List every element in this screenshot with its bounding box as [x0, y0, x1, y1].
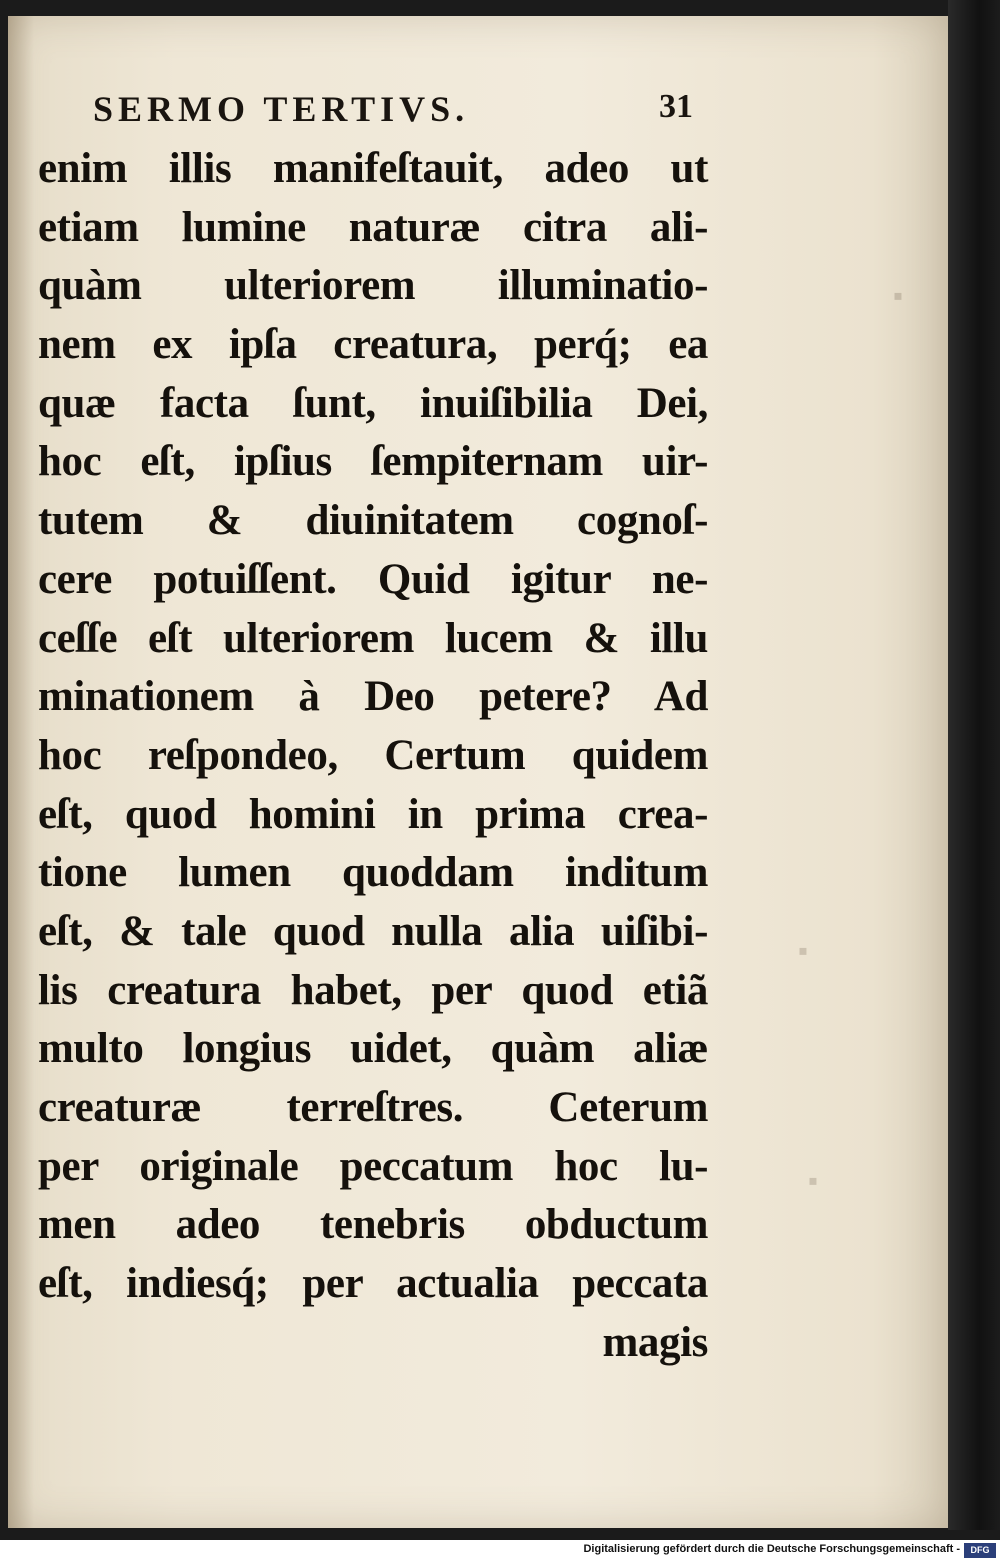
text-line: eſt, indiesq́; per actualia peccata — [38, 1260, 708, 1308]
scan-background — [948, 0, 1000, 1530]
text-line: tutem & diuinitatem cognoſ- — [38, 497, 708, 545]
text-line: enim illis manifeſtauit, adeo ut — [38, 145, 708, 192]
book-page — [8, 16, 948, 1528]
text-line: eſt, quod homini in prima crea- — [38, 790, 708, 838]
page-header — [93, 88, 693, 138]
text-line: tione lumen quoddam inditum — [38, 849, 708, 897]
text-line: quæ facta ſunt, inuiſibilia Dei, — [38, 379, 708, 427]
text-line: eſt, & tale quod nulla alia uiſibi- — [38, 907, 708, 955]
text-line: ceſſe eſt ulteriorem lucem & illu — [38, 614, 708, 662]
text-line: multo longius uidet, quàm aliæ — [38, 1025, 708, 1073]
text-line: hoc reſpondeo, Certum quidem — [38, 731, 708, 779]
text-line: creaturæ terreſtres. Ceterum — [38, 1084, 708, 1131]
text-line: minationem à Deo petere? Ad — [38, 673, 708, 721]
dfg-logo: DFG — [964, 1543, 996, 1558]
bleed-through-mark: ▪ — [798, 936, 808, 967]
text-line: etiam lumine naturæ citra ali- — [38, 203, 708, 251]
body-text — [38, 140, 708, 1372]
text-line: nem ex ipſa creatura, perq́; ea — [38, 321, 708, 369]
footer-bar — [0, 1540, 1000, 1562]
running-title: SERMO TERTIVS. — [93, 89, 470, 129]
text-line: quàm ulteriorem illuminatio- — [38, 262, 708, 310]
catchword: magis — [602, 1318, 708, 1366]
text-line: men adeo tenebris obductum — [38, 1201, 708, 1249]
text-line: lis creatura habet, per quod etiã — [38, 966, 708, 1014]
bleed-through-mark: ▪ — [893, 281, 903, 312]
funding-credit: Digitalisierung gefördert durch die Deutsche Forschungsgemeinschaft - — [583, 1543, 960, 1555]
folio-number: 31 — [659, 88, 693, 125]
text-line: per originale peccatum hoc lu- — [38, 1142, 708, 1190]
text-line: hoc eſt, ipſius ſempiternam uir- — [38, 438, 708, 486]
bleed-through-mark: ▪ — [808, 1166, 818, 1197]
text-line: cere potuiſſent. Quid igitur ne- — [38, 555, 708, 603]
